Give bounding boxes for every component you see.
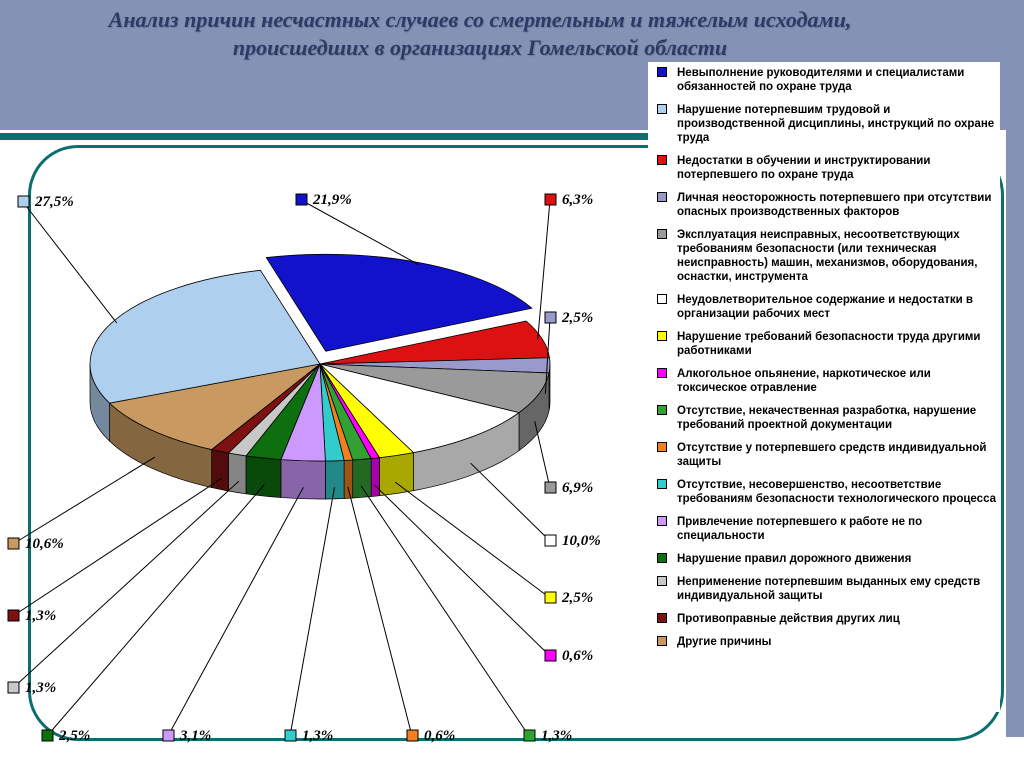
chart-legend bbox=[657, 66, 997, 649]
pie-label: 10,6% bbox=[25, 536, 64, 552]
pie-label-connector bbox=[348, 487, 412, 736]
pie-label-key bbox=[8, 538, 19, 549]
legend-label: Невыполнение руководителями и специалистами обязанностей по охране труда bbox=[677, 67, 965, 93]
slide-title bbox=[30, 6, 930, 62]
legend-label: Привлечение потерпевшего к работе не по специальности bbox=[677, 516, 923, 542]
pie-label-key bbox=[524, 730, 535, 741]
legend-label: Отсутствие, несовершенство, несоответствие требованиям безопасности технологического процесса bbox=[677, 479, 997, 505]
pie-chart bbox=[0, 130, 646, 752]
legend-key-swatch bbox=[657, 294, 667, 304]
pie-label-connector bbox=[168, 487, 303, 736]
pie-label: 6,3% bbox=[562, 192, 594, 208]
legend-item bbox=[657, 552, 997, 566]
legend-item bbox=[657, 612, 997, 626]
legend-label: Нарушение потерпевшим трудовой и производственной дисциплины, инструкций по охране труда bbox=[677, 104, 995, 144]
pie-label-key bbox=[8, 682, 19, 693]
legend-label: Противоправные действия других лиц bbox=[677, 613, 900, 625]
legend-item bbox=[657, 191, 997, 219]
legend-label: Неудовлетворительное содержание и недостатки в организации рабочих мест bbox=[677, 294, 973, 320]
legend-item bbox=[657, 478, 997, 506]
pie-label: 1,3% bbox=[25, 608, 57, 624]
pie-label-key bbox=[407, 730, 418, 741]
legend-item bbox=[657, 66, 997, 94]
pie-label: 2,5% bbox=[59, 728, 91, 744]
legend-item bbox=[657, 367, 997, 395]
pie-slice-side bbox=[371, 458, 379, 497]
legend-label: Личная неосторожность потерпевшего при отсутствии опасных производственных факторов bbox=[677, 192, 992, 218]
legend-item bbox=[657, 635, 997, 649]
pie-slice-side bbox=[344, 460, 353, 498]
legend-key-swatch bbox=[657, 553, 667, 563]
pie-label-key bbox=[163, 730, 174, 741]
legend-key-swatch bbox=[657, 479, 667, 489]
legend-key-swatch bbox=[657, 104, 667, 114]
pie-label-key bbox=[545, 482, 556, 493]
legend-key-swatch bbox=[657, 442, 667, 452]
legend-label: Алкогольное опьянение, наркотическое или токсическое отравление bbox=[677, 368, 931, 394]
pie-label-key bbox=[545, 650, 556, 661]
slide-title-line-2: происшедших в организациях Гомельской области bbox=[232, 35, 728, 60]
pie-label: 3,1% bbox=[180, 728, 212, 744]
legend-label: Недостатки в обучении и инструктировании потерпевшего по охране труда bbox=[677, 155, 931, 181]
pie-label-connector bbox=[13, 457, 155, 544]
pie-slice-side bbox=[212, 450, 229, 491]
pie-label: 2,5% bbox=[562, 590, 594, 606]
legend-label: Отсутствие у потерпевшего средств индивидуальной защиты bbox=[677, 442, 987, 468]
legend-label: Эксплуатация неисправных, несоответствующих требованиям безопасности (или техническая неисправность) машин, механизмов, оборудования, оснастки, инструмента bbox=[677, 229, 978, 283]
pie-label: 6,9% bbox=[562, 480, 594, 496]
pie-label-connector bbox=[374, 485, 550, 656]
legend-key-swatch bbox=[657, 613, 667, 623]
legend-key-swatch bbox=[657, 516, 667, 526]
pie-slice-side bbox=[281, 460, 326, 499]
pie-label: 0,6% bbox=[562, 648, 594, 664]
pie-label-connector bbox=[290, 487, 334, 736]
legend-item bbox=[657, 575, 997, 603]
legend-label: Неприменение потерпевшим выданных ему средств индивидуальной защиты bbox=[677, 576, 981, 602]
legend-item bbox=[657, 441, 997, 469]
pie-label-key bbox=[545, 592, 556, 603]
legend-item bbox=[657, 293, 997, 321]
pie-slice-side bbox=[246, 456, 281, 498]
pie-label-key bbox=[8, 610, 19, 621]
pie-label-connector bbox=[23, 202, 117, 323]
legend-item bbox=[657, 330, 997, 358]
pie-label: 10,0% bbox=[562, 533, 601, 549]
pie-label-key bbox=[18, 196, 29, 207]
legend-key-swatch bbox=[657, 155, 667, 165]
legend-key-swatch bbox=[657, 67, 667, 77]
pie-label-key bbox=[285, 730, 296, 741]
legend-label: Нарушение требований безопасности труда другими работниками bbox=[677, 331, 981, 357]
legend-key-swatch bbox=[657, 368, 667, 378]
legend-label: Другие причины bbox=[677, 636, 772, 648]
legend-label: Отсутствие, некачественная разработка, нарушение требований проектной документации bbox=[677, 405, 977, 431]
legend-item bbox=[657, 404, 997, 432]
pie-label-key bbox=[296, 194, 307, 205]
pie-label: 2,5% bbox=[562, 310, 594, 326]
legend-item bbox=[657, 103, 997, 145]
legend-key-swatch bbox=[657, 192, 667, 202]
legend-item bbox=[657, 228, 997, 284]
pie-label-connector bbox=[13, 481, 239, 688]
pie-label-key bbox=[545, 312, 556, 323]
pie-label: 0,6% bbox=[424, 728, 456, 744]
pie-label: 1,3% bbox=[541, 728, 573, 744]
legend-item bbox=[657, 515, 997, 543]
legend-key-swatch bbox=[657, 576, 667, 586]
pie-slice-side bbox=[380, 453, 414, 496]
pie-label-key bbox=[545, 194, 556, 205]
pie-label-key bbox=[545, 535, 556, 546]
pie-label-connector bbox=[471, 463, 550, 541]
right-background-band bbox=[1006, 0, 1024, 737]
pie-slice-side bbox=[325, 460, 344, 499]
slide-title-line-1: Анализ причин несчастных случаев со смертельным и тяжелым исходами, bbox=[108, 7, 852, 32]
legend-label: Нарушение правил дорожного движения bbox=[677, 553, 912, 565]
legend-key-swatch bbox=[657, 331, 667, 341]
pie-slice-side bbox=[353, 459, 371, 498]
pie-label: 27,5% bbox=[35, 194, 74, 210]
legend-key-swatch bbox=[657, 405, 667, 415]
legend-key-swatch bbox=[657, 229, 667, 239]
pie-label-connector bbox=[535, 421, 550, 488]
pie-label: 1,3% bbox=[302, 728, 334, 744]
legend-item bbox=[657, 154, 997, 182]
pie-label-key bbox=[42, 730, 53, 741]
pie-label: 21,9% bbox=[313, 192, 352, 208]
legend-key-swatch bbox=[657, 636, 667, 646]
pie-label: 1,3% bbox=[25, 680, 57, 696]
